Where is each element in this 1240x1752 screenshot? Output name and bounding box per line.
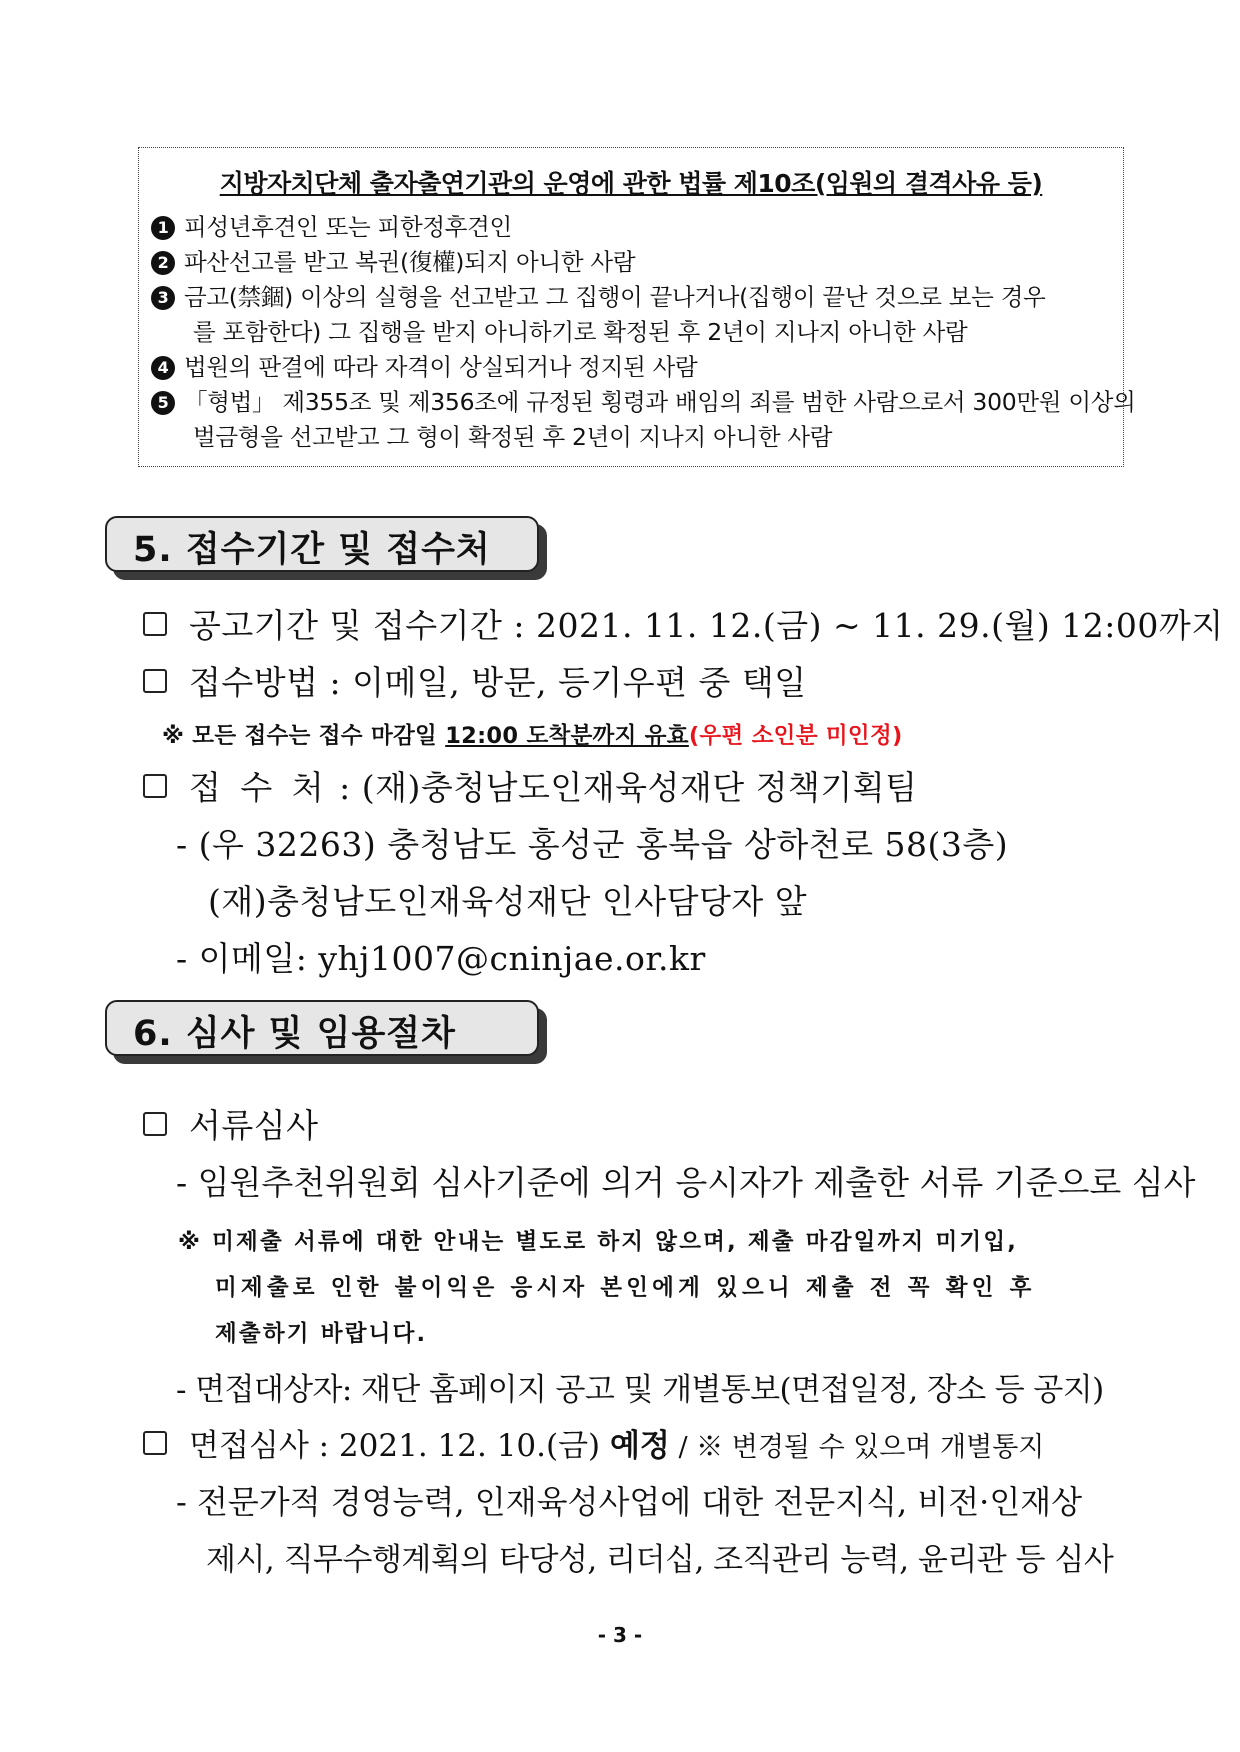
submission-note <box>162 718 903 750</box>
doc-note-line-2: 미제출로 인한 불이익은 응시자 본인에게 있으니 제출 전 꼭 확인 후 <box>215 1275 1036 1301</box>
place-label: 접 수 처 <box>189 768 329 807</box>
doc-note-line-1: ※ 미제출 서류에 대한 안내는 별도로 하지 않으며, 제출 마감일까지 미기입, <box>178 1229 1019 1255</box>
interview-prefix: 면접심사 : 2021. 12. 10.(금) <box>189 1428 610 1464</box>
law-item-5 <box>151 385 1136 455</box>
period-line <box>143 600 1224 647</box>
law-item-2 <box>151 245 1111 280</box>
checkbox-square-icon <box>143 1112 167 1136</box>
section-title: 6. 심사 및 임용절차 <box>133 1014 456 1054</box>
interview-line <box>143 1420 1044 1465</box>
law-item-1 <box>151 210 1111 245</box>
checkbox-square-icon <box>143 774 167 798</box>
law-item-text: 법원의 판결에 따라 자격이 상실되거나 정지된 사람 <box>184 353 698 381</box>
checkbox-square-icon <box>143 669 167 693</box>
place-value: : (재)충청남도인재육성재단 정책기획팀 <box>339 768 918 807</box>
law-item-4 <box>151 350 1111 385</box>
note-red: (우편 소인분 미인정) <box>688 723 903 749</box>
page-number: - 3 - <box>597 1623 643 1647</box>
recipient-line: (재)충청남도인재육성재단 인사담당자 앞 <box>208 882 808 921</box>
method-text: 접수방법 : 이메일, 방문, 등기우편 중 택일 <box>189 663 807 702</box>
law-item-text-continued: 를 포함한다) 그 집행을 받지 아니하기로 확정된 후 2년이 지나지 아니한 사람 <box>193 318 968 346</box>
checkbox-square-icon <box>143 1431 167 1455</box>
doc-review-text: 서류심사 <box>189 1106 319 1145</box>
doc-note-line-3: 제출하기 바랍니다. <box>215 1321 428 1347</box>
checkbox-square-icon <box>143 612 167 636</box>
section-6-header <box>105 1000 539 1056</box>
address-line: - (우 32263) 충청남도 홍성군 홍북읍 상하천로 58(3층) <box>176 825 1009 864</box>
method-line <box>143 657 807 704</box>
criteria-line-2: 제시, 직무수행계획의 타당성, 리더십, 조직관리 능력, 윤리관 등 심사 <box>206 1542 1114 1578</box>
criteria-line-1: - 전문가적 경영능력, 인재육성사업에 대한 전문지식, 비전·인재상 <box>176 1483 1083 1521</box>
interview-bold: 예정 <box>609 1428 670 1464</box>
header-face <box>105 1000 539 1056</box>
note-prefix: ※ 모든 접수는 접수 마감일 <box>162 723 446 749</box>
law-item-text: 「형법」 제355조 및 제356조에 규정된 횡령과 배임의 죄를 범한 사람으로서 300만원 이상의 <box>184 388 1136 416</box>
circled-number-icon: 1 <box>151 216 175 240</box>
section-title: 5. 접수기간 및 접수처 <box>133 530 491 570</box>
law-item-text-continued: 벌금형을 선고받고 그 형이 확정된 후 2년이 지나지 아니한 사람 <box>193 423 833 451</box>
law-item-text: 피성년후견인 또는 피한정후견인 <box>184 213 512 241</box>
interview-suffix: / ※ 변경될 수 있으며 개별통지 <box>669 1432 1045 1463</box>
place-line <box>143 762 918 809</box>
law-excerpt-box <box>138 147 1136 467</box>
period-text: 공고기간 및 접수기간 : 2021. 11. 12.(금) ~ 11. 29.(월) 12:00까지 <box>189 606 1224 645</box>
doc-review-desc: - 임원추천위원회 심사기준에 의거 응시자가 제출한 서류 기준으로 심사 <box>176 1163 1196 1202</box>
circled-number-icon: 4 <box>151 356 175 380</box>
interviewee-line: - 면접대상자: 재단 홈페이지 공고 및 개별통보(면접일정, 장소 등 공지) <box>176 1372 1104 1408</box>
law-box-title: 지방자치단체 출자출연기관의 운영에 관한 법률 제10조(임원의 결격사유 등) <box>219 169 1043 198</box>
law-item-3 <box>151 280 1111 350</box>
circled-number-icon: 2 <box>151 251 175 275</box>
law-item-text: 파산선고를 받고 복권(復權)되지 아니한 사람 <box>184 248 636 276</box>
header-face <box>105 516 539 572</box>
doc-review-line <box>143 1100 319 1147</box>
circled-number-icon: 5 <box>151 391 175 415</box>
circled-number-icon: 3 <box>151 286 175 310</box>
section-5-header <box>105 516 539 572</box>
note-underlined: 12:00 도착분까지 유효 <box>445 723 689 749</box>
email-line[interactable]: - 이메일: yhj1007@cninjae.or.kr <box>176 939 706 978</box>
law-item-text: 금고(禁錮) 이상의 실형을 선고받고 그 집행이 끝나거나(집행이 끝난 것으로 보는 경우 <box>184 283 1046 311</box>
